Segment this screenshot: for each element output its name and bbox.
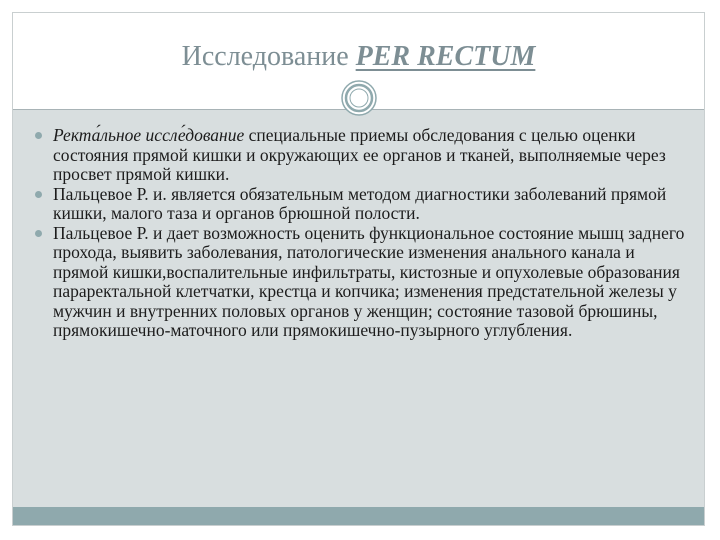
bullet-dot-icon bbox=[35, 191, 42, 198]
bullet-term: Ректа́льное иссле́дование bbox=[53, 125, 245, 145]
bullet-dot-icon bbox=[35, 230, 42, 237]
title-prefix: Исследование bbox=[181, 41, 356, 72]
slide bbox=[12, 12, 705, 526]
bullet-text: Пальцевое Р. и дает возможность оценить функциональное состояние мышц заднего прохода, выявить заболевания, патологические изменения анального канала и прямой кишки,воспалительные инфильтраты, кистозные и опухолевые образования параректальной клетчатки, крестца и копчика; изменения предстательной железы у мужчин и внутренних половых органов у женщин; состояние тазовой брюшины, прямокишечно-маточного или прямокишечно-пузырного углубления. bbox=[53, 222, 685, 340]
bullet-text: Пальцевое Р. и. является обязательным методом диагностики заболеваний прямой кишки, малого таза и органов брюшной полости. bbox=[53, 183, 667, 223]
circle-ornament-icon bbox=[341, 80, 377, 116]
bullet-item bbox=[35, 224, 690, 341]
bullet-dot-icon bbox=[35, 132, 42, 139]
bullet-list bbox=[35, 126, 690, 341]
footer-band bbox=[13, 507, 704, 525]
slide-title bbox=[13, 41, 704, 73]
bullet-text: специальные приемы обследования с целью оценки состояния прямой кишки и окружающих ее органов и тканей, выполняемые через просвет прямой кишки. bbox=[53, 125, 666, 184]
title-emphasis: PER RECTUM bbox=[355, 41, 536, 72]
bullet-item bbox=[35, 126, 690, 185]
bullet-item bbox=[35, 185, 690, 224]
